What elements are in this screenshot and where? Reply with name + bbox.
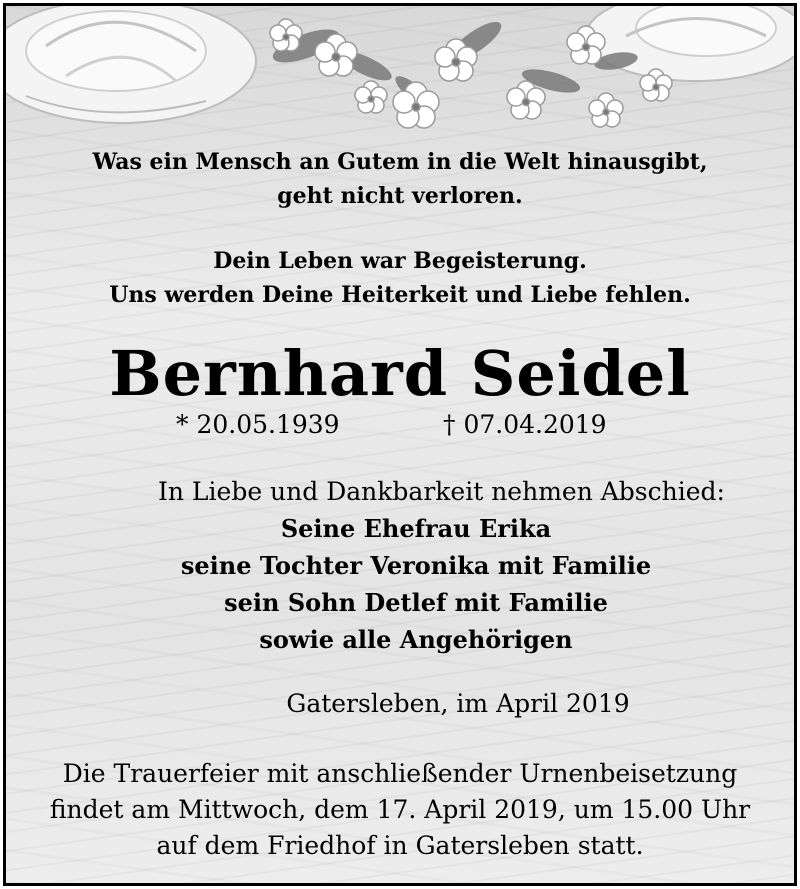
birth-date: * 20.05.1939	[176, 410, 340, 439]
quote-line: Dein Leben war Begeisterung.	[213, 248, 587, 274]
family-member: sein Sohn Detlef mit Familie	[224, 588, 608, 617]
quote-line: Was ein Mensch an Gutem in die Welt hinausgibt,	[92, 149, 708, 175]
rose-right-icon	[586, 6, 794, 81]
funeral-info-line: auf dem Friedhof in Gatersleben statt.	[156, 831, 644, 860]
flowers-decoration-image	[6, 6, 794, 146]
death-date: † 07.04.2019	[443, 410, 607, 439]
deceased-name: Bernhard Seidel	[109, 337, 691, 410]
quote-line: geht nicht verloren.	[277, 183, 523, 209]
place-date: Gatersleben, im April 2019	[286, 689, 630, 718]
quote-line: Uns werden Deine Heiterkeit und Liebe fehlen.	[109, 282, 691, 308]
obituary-frame	[3, 3, 797, 886]
family-member: Seine Ehefrau Erika	[280, 514, 552, 543]
funeral-info-line: Die Trauerfeier mit anschließender Urnenbeisetzung	[62, 759, 738, 788]
farewell-intro: In Liebe und Dankbarkeit nehmen Abschied:	[158, 477, 725, 506]
rose-left-icon	[6, 6, 256, 123]
family-member: sowie alle Angehörigen	[259, 625, 573, 654]
family-member: seine Tochter Veronika mit Familie	[180, 551, 652, 580]
funeral-info-line: findet am Mittwoch, dem 17. April 2019, um 15.00 Uhr	[49, 795, 751, 824]
